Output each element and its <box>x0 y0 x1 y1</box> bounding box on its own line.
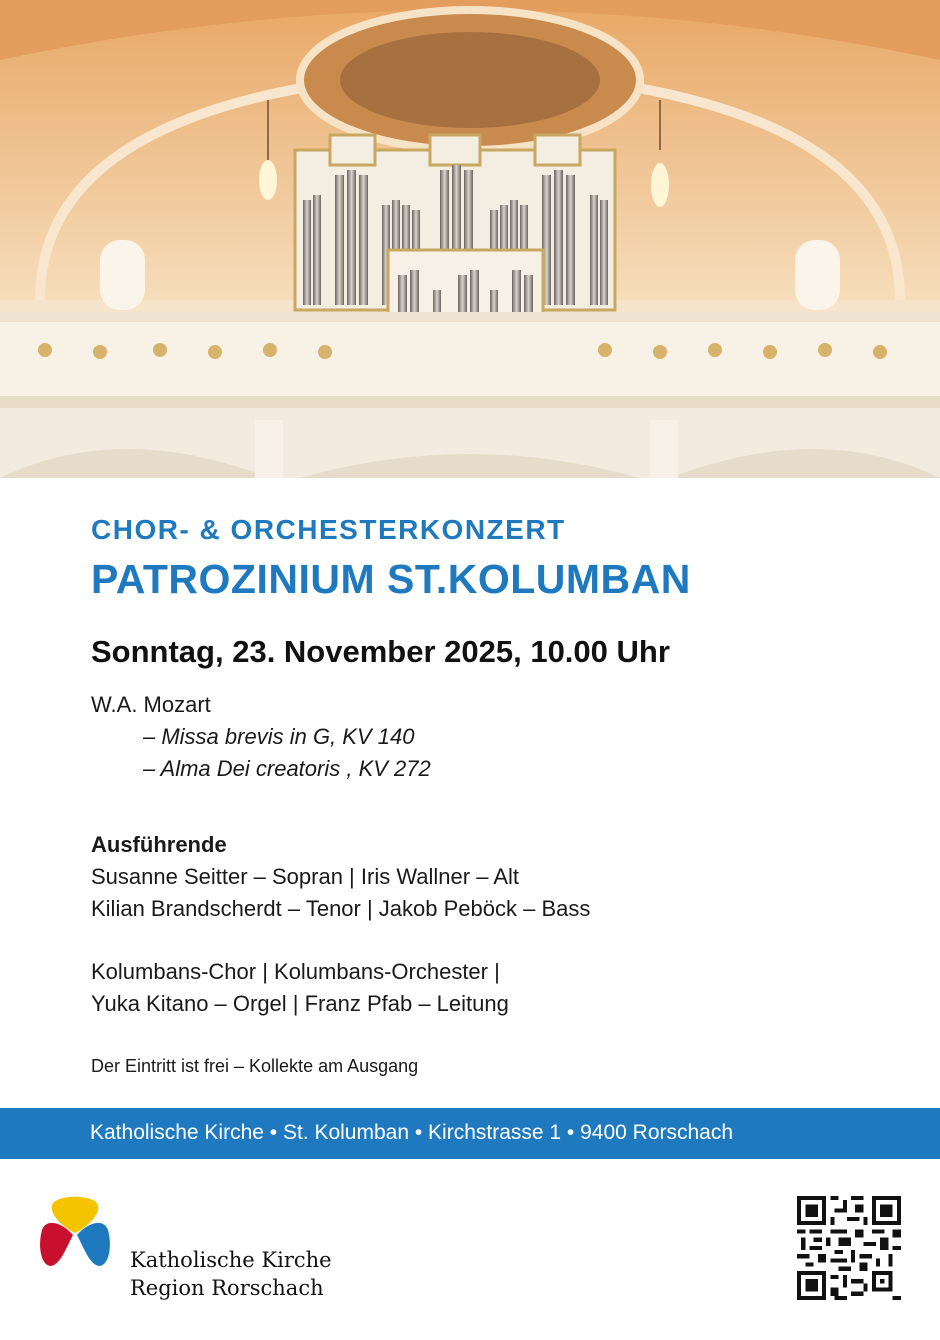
logo-text-line1: Katholische Kirche <box>130 1248 332 1272</box>
performer-line: Kolumbans-Chor | Kolumbans-Orchester | <box>91 959 500 984</box>
hero-organ-photo <box>0 0 940 478</box>
organ-illustration <box>0 0 940 478</box>
work-item: – Alma Dei creatoris , KV 272 <box>143 756 431 781</box>
qr-code-icon[interactable] <box>797 1196 901 1300</box>
work-item: – Missa brevis in G, KV 140 <box>143 724 415 749</box>
church-logo-icon <box>38 1196 112 1270</box>
address-text: Katholische Kirche • St. Kolumban • Kirchstrasse 1 • 9400 Rorschach <box>90 1121 734 1144</box>
performer-line: Yuka Kitano – Orgel | Franz Pfab – Leitung <box>91 991 509 1016</box>
admission-note: Der Eintritt ist frei – Kollekte am Ausgang <box>91 1056 419 1076</box>
performer-line: Kilian Brandscherdt – Tenor | Jakob Peböck – Bass <box>91 896 591 921</box>
event-title: PATROZINIUM ST.KOLUMBAN <box>91 556 691 602</box>
address-bar <box>0 1108 940 1159</box>
event-date: Sonntag, 23. November 2025, 10.00 Uhr <box>91 634 670 669</box>
composer: W.A. Mozart <box>91 692 211 717</box>
performer-line: Susanne Seitter – Sopran | Iris Wallner – Alt <box>91 864 520 889</box>
performers-heading: Ausführende <box>91 832 227 857</box>
logo-text-line2: Region Rorschach <box>130 1276 324 1300</box>
event-subtitle: CHOR- & ORCHESTERKONZERT <box>91 514 566 545</box>
